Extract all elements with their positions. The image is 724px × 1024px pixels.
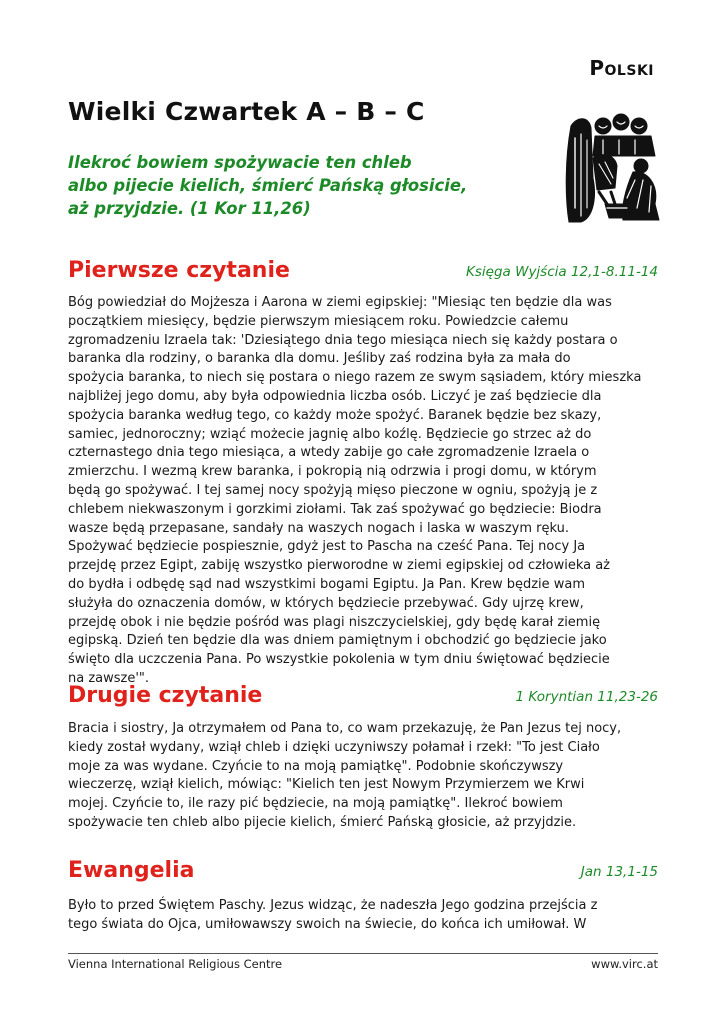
section-heading: Pierwsze czytanie [68, 258, 290, 283]
section-first-reading [68, 253, 658, 283]
second-reading-text [68, 720, 668, 833]
text-line: mojej. Czyńcie to, ile razy pić będziecie, na moją pamiątkę". Ilekroć bowiem [68, 796, 563, 812]
foot-washing-icon [563, 108, 663, 228]
scripture-reference: 1 Koryntian 11,23-26 [515, 689, 658, 705]
footer-organization: Vienna International Religious Centre [68, 957, 283, 971]
quote-line: albo pijecie kielich, śmierć Pańską głosicie, [68, 176, 468, 195]
text-line: początkiem miesięcy, będzie pierwszym miesiącem roku. Powiedzcie całemu [68, 313, 569, 329]
text-line: zgromadzeniu Izraela tak: 'Dziesiątego dnia tego miesiąca niech się każdy postara o [68, 332, 618, 348]
text-line: samiec, jednoroczny; wziąć możecie jagnię albo koźlę. Będziecie go strzec aż do [68, 426, 592, 442]
section-heading: Drugie czytanie [68, 683, 263, 708]
footer-divider [68, 953, 658, 954]
text-line: tego świata do Ojca, umiłowawszy swoich na świecie, do końca ich umiłował. W [68, 916, 587, 932]
text-line: baranka dla rodziny, o baranka dla domu. Jeśliby zaś rodzina była za mała do [68, 351, 571, 367]
text-line: spożywacie ten chleb albo pijecie kielich, śmierć Pańską głosicie, aż przyjdzie. [68, 814, 577, 830]
text-line: wasze będą przepasane, sandały na waszych nogach i laska w waszym ręku. [68, 520, 569, 536]
footer-website: www.virc.at [591, 957, 658, 971]
gospel-text [68, 897, 668, 935]
text-line: moje za was wydane. Czyńcie to na moją pamiątkę". Podobnie skończywszy [68, 758, 564, 774]
text-line: do bydła i odbędę sąd nad wszystkimi bogami Egiptu. Ja Pan. Krew będzie wam [68, 576, 586, 592]
text-line: Bracia i siostry, Ja otrzymałem od Pana to, co wam przekazuję, że Pan Jezus tej nocy, [68, 721, 622, 736]
text-line: na zawsze'". [68, 670, 150, 686]
text-line: kiedy został wydany, wziął chleb i dzięki uczyniwszy połamał i rzekł: "To jest Ciało [68, 739, 600, 755]
text-line: służyła do oznaczenia domów, w których będziecie przebywać. Gdy ujrzę krew, [68, 595, 584, 611]
first-reading-text [68, 294, 668, 689]
text-line: Było to przed Świętem Paschy. Jezus widząc, że nadeszła Jego godzina przejścia z [68, 898, 598, 913]
text-line: chlebem niekwaszonym i gorzkimi ziołami. Tak zaś spożywać go będziecie: Biodra [68, 501, 602, 517]
section-heading: Ewangelia [68, 858, 195, 883]
text-line: przejdę przez Egipt, zabiję wszystko pierworodne w ziemi egipskiej od człowieka aż [68, 558, 611, 574]
page-title: Wielki Czwartek A – B – C [68, 97, 425, 126]
section-gospel [68, 853, 658, 883]
opening-quote [68, 151, 508, 220]
text-line: najbliżej jego domu, aby była odpowiednia liczba osób. Liczyć je zaś będziecie dla [68, 388, 602, 404]
text-line: egipską. Dzień ten będzie dla was dniem pamiętnym i obchodzić go będziecie jako [68, 633, 607, 649]
text-line: przejdę obok i nie będzie pośród was plagi niszczycielskiej, gdy będę karał ziemię [68, 614, 601, 630]
text-line: spożycia baranka, to niech się postara o niego razem ze swym sąsiadem, który mieszka [68, 370, 642, 386]
text-line: Bóg powiedział do Mojżesza i Aarona w ziemi egipskiej: "Miesiąc ten będzie dla was [68, 295, 612, 310]
text-line: czternastego dnia tego miesiąca, a wtedy zabije go całe zgromadzenie Izraela o [68, 445, 590, 461]
text-line: zmierzchu. I wezmą krew baranka, i pokropią nią odrzwia i progi domu, w którym [68, 464, 597, 480]
text-line: Spożywać będziecie pospiesznie, gdyż jest to Pascha na cześć Pana. Tej nocy Ja [68, 539, 586, 555]
text-line: spożycia baranka według tego, co każdy może spożyć. Baranek będzie bez skazy, [68, 407, 602, 423]
language-label: Polski [589, 56, 654, 80]
section-second-reading [68, 678, 658, 708]
text-line: święto dla uczczenia Pana. Po wszystkie pokolenia w tym dniu świętować będziecie [68, 652, 610, 668]
scripture-reference: Jan 13,1-15 [580, 864, 658, 880]
quote-line: Ilekroć bowiem spożywacie ten chleb [68, 153, 412, 172]
text-line: wieczerzę, wziął kielich, mówiąc: "Kielich ten jest Nowym Przymierzem we Krwi [68, 777, 585, 793]
scripture-reference: Księga Wyjścia 12,1-8.11-14 [466, 264, 658, 280]
quote-line: aż przyjdzie. (1 Kor 11,26) [68, 199, 311, 218]
text-line: będą go spożywać. I tej samej nocy spożyją mięso pieczone w ogniu, spożyją je z [68, 482, 598, 498]
